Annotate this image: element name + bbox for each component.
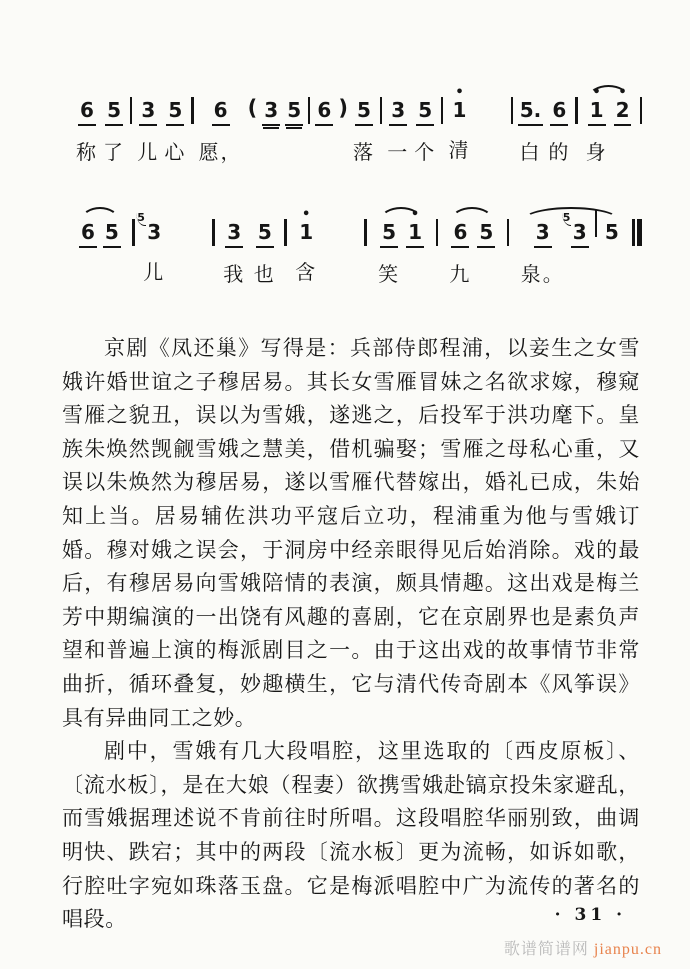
- note-digit-wrap: [315, 98, 333, 126]
- note: [137, 88, 159, 166]
- lyric-syllable: 了: [103, 142, 126, 164]
- lyric-syllable: [321, 140, 328, 166]
- barline: [364, 219, 366, 246]
- barline: [511, 97, 513, 124]
- note-digit-wrap: [451, 98, 469, 124]
- note-digit: 1: [299, 220, 314, 244]
- page-number: · 31 ·: [554, 905, 626, 925]
- note: [254, 210, 276, 288]
- commentary-text: [62, 332, 640, 937]
- note-digit: 3: [147, 220, 162, 244]
- note-digit: 5: [287, 98, 302, 122]
- music-space: [476, 88, 506, 89]
- note-digit: 5.: [519, 98, 542, 122]
- barline: [191, 97, 193, 124]
- parenthesis: (: [247, 96, 258, 120]
- note: [223, 210, 245, 288]
- octave-dot: •: [410, 207, 420, 222]
- note: [603, 210, 621, 286]
- watermark: [504, 936, 662, 959]
- note-digit: 1: [452, 98, 467, 122]
- watermark-site-url: jianpu.cn: [593, 941, 662, 958]
- note-digit-wrap: [78, 98, 96, 126]
- note-digit-wrap: [603, 220, 621, 246]
- note-digit: 6: [552, 98, 567, 122]
- note: [353, 88, 375, 166]
- slur-group: [446, 210, 498, 288]
- note: [295, 207, 318, 286]
- slur-group: [375, 207, 427, 288]
- note-digit: 6: [453, 220, 468, 244]
- note: [448, 85, 471, 164]
- lyric-syllable: [576, 262, 583, 288]
- note: [406, 207, 424, 288]
- note-digit-wrap: [614, 98, 632, 126]
- note-digit: 5: [479, 220, 494, 244]
- octave-dot: •: [455, 85, 464, 100]
- note-digit-wrap: [477, 220, 495, 248]
- note-digit-wrap: [550, 98, 568, 126]
- note-digit-wrap: [416, 98, 434, 126]
- barline: [436, 219, 438, 246]
- note-digit-wrap: [534, 220, 552, 248]
- slur-group: [518, 210, 624, 288]
- note: [414, 88, 436, 166]
- note: [262, 88, 280, 166]
- note-digit-wrap: [212, 98, 230, 126]
- note: [518, 88, 544, 166]
- note-digit-wrap: [451, 220, 469, 248]
- note: [477, 210, 495, 288]
- note: [378, 210, 400, 288]
- lyric-syllable: [291, 140, 298, 166]
- note-digit: 2: [615, 98, 630, 122]
- note: [521, 210, 565, 288]
- slur-group: [583, 85, 635, 166]
- lyric-syllable: 泉。: [520, 264, 565, 286]
- note: [199, 88, 243, 166]
- note-digit: 5: [104, 220, 119, 244]
- barline: [575, 97, 577, 124]
- lyric-syllable: 含: [295, 262, 318, 284]
- note-digit: 6: [317, 98, 332, 122]
- note-digit: 5: [418, 98, 433, 122]
- final-bar-thick: [637, 219, 642, 246]
- lyric-syllable: 落: [352, 142, 375, 164]
- note: [285, 88, 303, 166]
- note-digit-wrap: [103, 220, 121, 248]
- note-digit: 5: [382, 220, 397, 244]
- music-space: [174, 210, 204, 211]
- slur-group: [76, 210, 124, 288]
- barline: [132, 219, 134, 246]
- note-digit: 3: [227, 220, 242, 244]
- note-digit-wrap: [389, 98, 407, 126]
- note-digit-wrap: [137, 211, 163, 246]
- note-digit: 6: [80, 98, 94, 122]
- lyric-syllable: 愿，: [198, 142, 243, 164]
- lyric-syllable: 儿: [137, 142, 160, 164]
- final-barline: [632, 219, 642, 246]
- barline: [507, 219, 509, 246]
- note: [548, 88, 570, 166]
- lyric-syllable: [84, 262, 91, 288]
- note: [103, 210, 121, 288]
- note-digit-wrap: [562, 211, 589, 248]
- note-digit: 3: [572, 220, 587, 244]
- paragraph-synopsis: 京剧《凤还巢》写得是：兵部侍郎程浦，以妾生之女雪娥许婚世谊之子穆居易。其长女雪雁冒妹之名欲求嫁，穆窥雪雁之貌丑，误以为雪娥，遂逃之，后投军于洪功麾下。皇族朱焕然觊觎雪娥之慧美，借机骗娶；雪雁之母私心重，又误以朱焕然为穆居易，遂以雪雁代替嫁出，婚礼已成，朱始知上当。居易辅佐洪功平寇后立功，程浦重为他与雪娥订婚。穆对娥之误会，于洞房中经亲眼得见后始消除。戏的最后，有穆居易向雪娥陪情的表演，颇具情趣。这出戏是梅兰芳中期编演的一出饶有风趣的喜剧，它在京剧界也是素负声望和普遍上演的梅派剧目之一。由于这出戏的故事情节非常曲折，循环叠复，妙趣横生，它与清代传奇剧本《风筝误》具有异曲同工之妙。: [62, 336, 640, 730]
- barline: [212, 219, 214, 246]
- lyric-syllable: 身: [585, 142, 608, 164]
- note-digit: 6: [213, 98, 228, 122]
- barline: [640, 97, 642, 124]
- lyric-syllable: 也: [253, 264, 276, 286]
- note-digit-wrap: [256, 220, 274, 248]
- note: [585, 85, 608, 166]
- lyric-syllable: 心: [164, 142, 187, 164]
- final-bar-thin: [632, 219, 635, 246]
- note-digit-wrap: [105, 98, 123, 126]
- lyric-syllable: 笑: [378, 264, 401, 286]
- note-digit: 1: [589, 98, 604, 122]
- note-digit: 3: [535, 220, 550, 244]
- music-space: [326, 210, 356, 211]
- lyric-syllable: [412, 262, 419, 288]
- octave-dot: •: [618, 85, 627, 100]
- note-digit: 3: [391, 98, 406, 122]
- music-line: [76, 207, 642, 288]
- grace-note: 5: [562, 211, 571, 224]
- note-digit-wrap: [262, 98, 280, 126]
- grace-note: 5: [137, 211, 145, 224]
- lyric-syllable: 一: [387, 142, 410, 164]
- barline: [284, 219, 286, 246]
- note: [76, 88, 98, 166]
- note-digit-wrap: [139, 98, 157, 126]
- lyric-syllable: 白: [519, 142, 542, 164]
- note-digit-wrap: [406, 220, 424, 248]
- note: [387, 88, 409, 166]
- note-digit-wrap: [285, 98, 303, 126]
- note-digit-wrap: [225, 220, 243, 248]
- note-digit: 5: [168, 98, 183, 122]
- lyric-syllable: 个: [414, 142, 437, 164]
- octave-dot: •: [302, 207, 311, 222]
- note-digit: 6: [81, 220, 95, 244]
- note-digit-wrap: [166, 98, 184, 126]
- barline: [308, 97, 310, 124]
- note: [79, 210, 97, 288]
- note: [449, 210, 471, 288]
- barline: [380, 97, 382, 124]
- note: [315, 88, 333, 166]
- note-digit: 5: [356, 98, 371, 122]
- note: [164, 88, 186, 166]
- lyric-syllable: [619, 140, 626, 166]
- octave-dot: •: [592, 85, 601, 100]
- note-digit-wrap: [380, 220, 398, 248]
- note-digit: 3: [264, 98, 279, 122]
- lyric-syllable: [108, 262, 115, 288]
- lyric-syllable: [483, 262, 490, 288]
- barline: [130, 97, 132, 124]
- note-digit: 3: [141, 98, 156, 122]
- lyric-syllable: 称: [76, 142, 98, 164]
- lyric-syllable: 的: [548, 142, 571, 164]
- note-digit-wrap: [588, 98, 606, 126]
- note-digit: 5: [257, 220, 272, 244]
- barline: [595, 210, 597, 237]
- note-digit: 5: [604, 220, 619, 244]
- parenthesis: ): [338, 96, 348, 120]
- note-digit: 5: [107, 98, 121, 122]
- note: [137, 210, 166, 286]
- barline: [441, 97, 443, 124]
- note: [614, 85, 632, 166]
- note-digit-wrap: [355, 98, 373, 126]
- lyric-syllable: [268, 140, 275, 166]
- lyric-syllable: [608, 260, 615, 286]
- music-notation: [76, 85, 640, 288]
- watermark-site-name: 歌谱简谱网: [503, 941, 589, 958]
- paragraph-aria-notes: 剧中，雪娥有几大段唱腔，这里选取的〔西皮原板〕、〔流水板〕，是在大娘（程妻）欲携雪娥赴镐京投朱家避乱，而雪娥据理述说不肯前往时所唱。这段唱腔华丽别致，曲调明快、跌宕；其中的两段〔流水板〕更为流畅，如诉如歌，行腔吐字宛如珠落玉盘。它是梅派唱腔中广为流传的著名的唱段。: [62, 739, 640, 932]
- lyric-syllable: 儿: [143, 262, 166, 284]
- note-digit-wrap: [79, 220, 97, 248]
- note-digit-wrap: [518, 98, 544, 126]
- lyric-syllable: 九: [449, 264, 472, 286]
- lyric-syllable: 我: [223, 264, 246, 286]
- note: [562, 210, 589, 288]
- note: [103, 88, 125, 166]
- music-line: [76, 85, 642, 166]
- note-digit-wrap: [297, 220, 315, 246]
- lyric-syllable: 清: [448, 140, 471, 162]
- note-digit: 1: [408, 220, 423, 244]
